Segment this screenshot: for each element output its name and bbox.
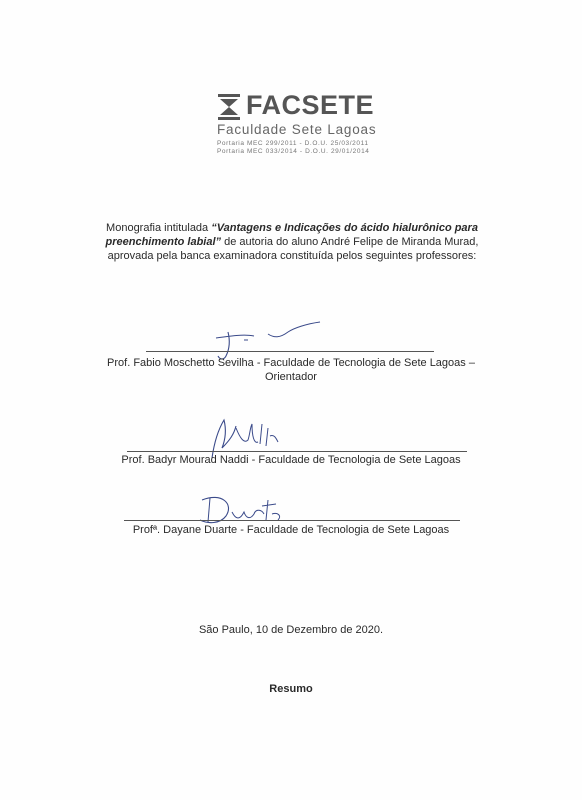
facsete-logo — [216, 90, 386, 170]
examiner-1-name: Prof. Badyr Mourad Naddi - Faculdade de Tecnologia de Sete Lagoas — [121, 454, 461, 466]
document-date: São Paulo, 10 de Dezembro de 2020. — [198, 624, 384, 636]
logo-portaria-2: Portaria MEC 033/2014 - D.O.U. 29/01/2014 — [217, 148, 370, 155]
examiner-2-name: Profª. Dayane Duarte - Faculdade de Tecnologia de Sete Lagoas — [132, 524, 450, 536]
signature-line — [124, 520, 460, 521]
advisor-name: Prof. Fabio Moschetto Sevilha - Faculdade de Tecnologia de Sete Lagoas – — [107, 357, 475, 369]
advisor-role: Orientador — [265, 371, 317, 383]
intro-suffix: de autoria do aluno André Felipe de Miranda Murad, aprovada pela banca examinadora constituída pelos seguintes professores: — [107, 236, 479, 262]
approval-paragraph — [90, 221, 494, 263]
logo-portaria-1: Portaria MEC 299/2011 - D.O.U. 25/03/2011 — [217, 140, 369, 147]
facsete-emblem-icon — [218, 94, 240, 120]
section-heading-resumo: Resumo — [269, 683, 313, 695]
logo-name: FACSETE — [246, 90, 375, 120]
signature-line — [146, 351, 434, 352]
signature-line — [127, 451, 467, 452]
monograph-title: “Vantagens e Indicações do ácido hialurônico para preenchimento labial” — [105, 222, 478, 248]
intro-prefix: Monografia intitulada — [106, 222, 212, 234]
logo-subtitle: Faculdade Sete Lagoas — [217, 122, 377, 137]
